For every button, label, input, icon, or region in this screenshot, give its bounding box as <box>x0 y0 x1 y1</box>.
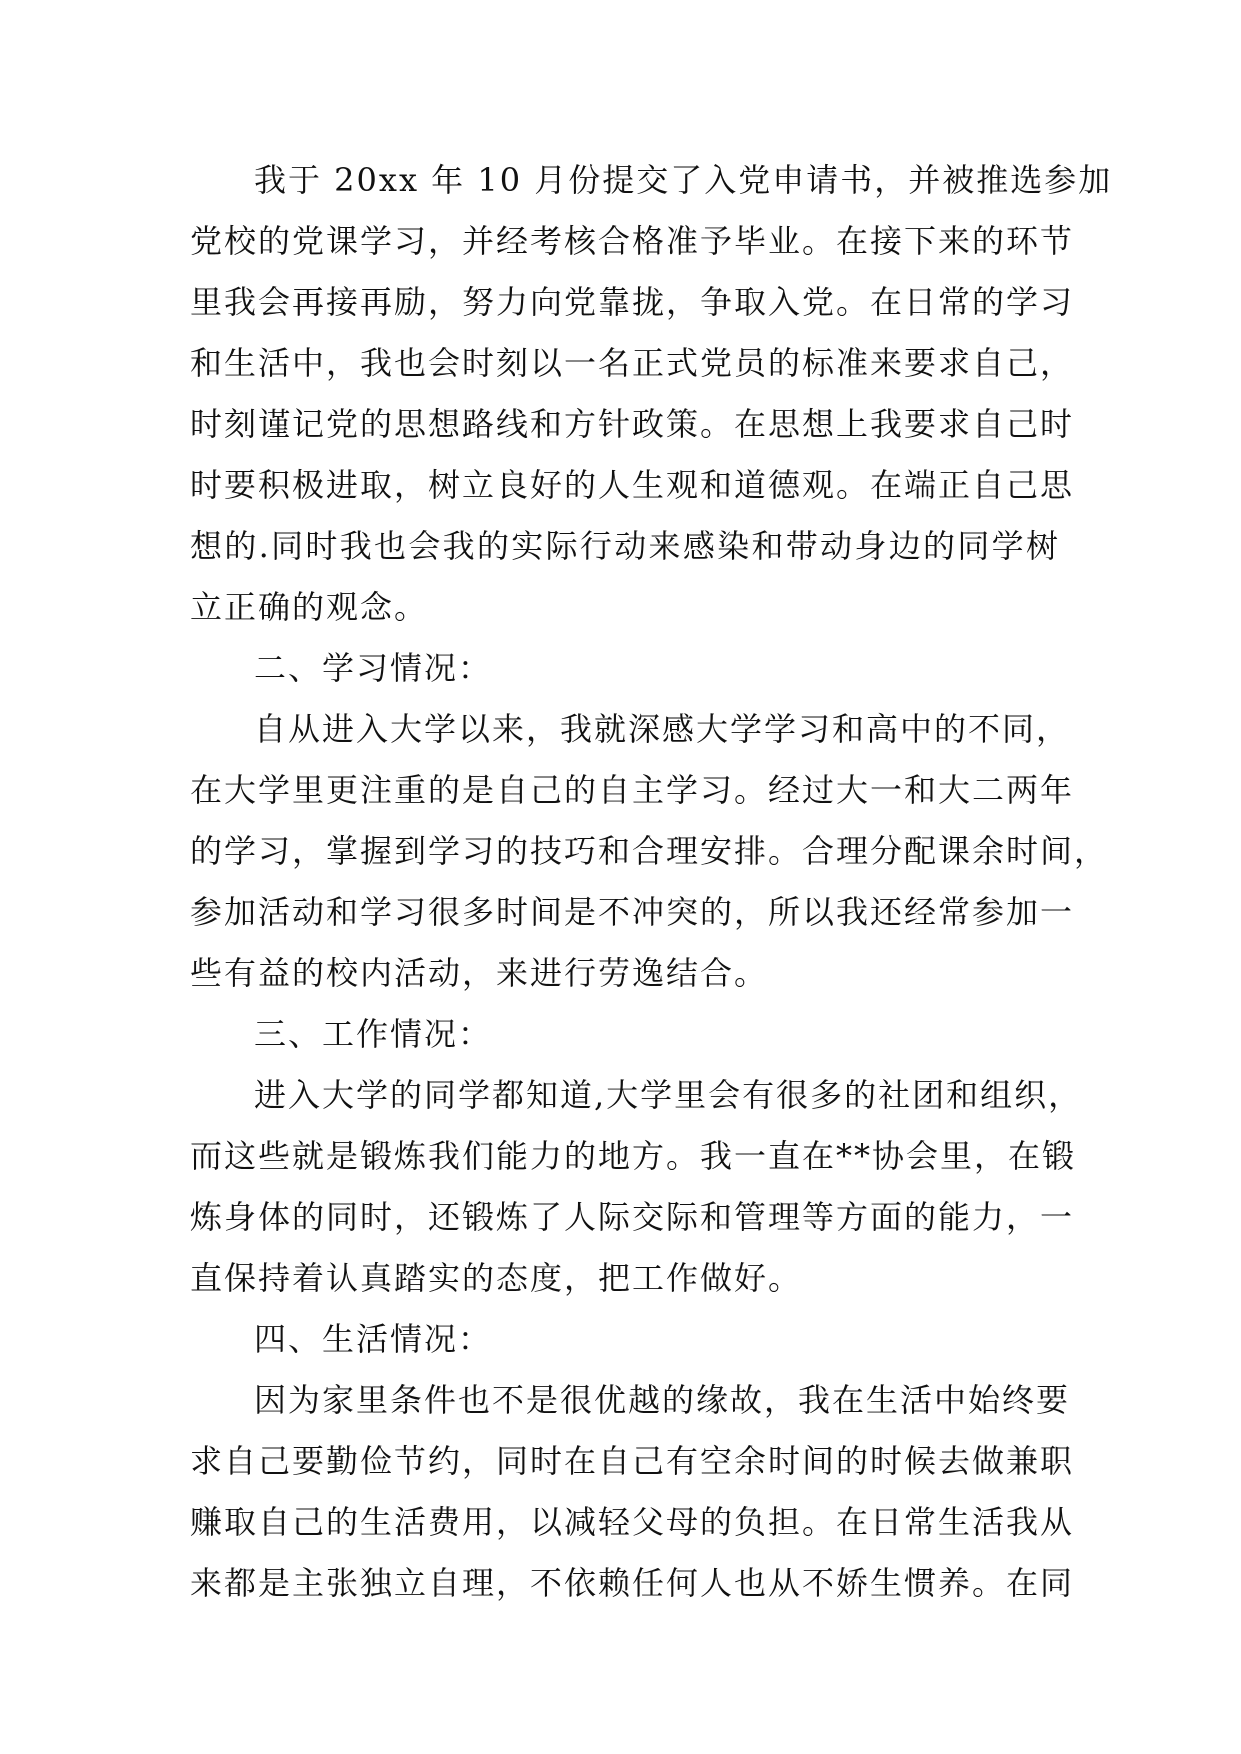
paragraph-line: 在大学里更注重的是自己的自主学习。经过大一和大二两年 <box>190 771 1075 809</box>
paragraph-line: 炼身体的同时，还锻炼了人际交际和管理等方面的能力，一 <box>190 1198 1075 1236</box>
paragraph-line: 求自己要勤俭节约，同时在自己有空余时间的时候去做兼职 <box>190 1442 1075 1480</box>
section-heading-life: 四、生活情况： <box>254 1320 493 1358</box>
paragraph-line: 直保持着认真踏实的态度，把工作做好。 <box>190 1259 803 1297</box>
paragraph-line: 党校的党课学习，并经考核合格准予毕业。在接下来的环节 <box>190 222 1075 260</box>
paragraph-line: 和生活中，我也会时刻以一名正式党员的标准来要求自己， <box>190 344 1075 382</box>
paragraph-line: 想的.同时我也会我的实际行动来感染和带动身边的同学树 <box>190 527 1060 565</box>
paragraph-line: 进入大学的同学都知道,大学里会有很多的社团和组织， <box>254 1076 1083 1114</box>
paragraph-line: 些有益的校内活动，来进行劳逸结合。 <box>190 954 769 992</box>
paragraph-line: 参加活动和学习很多时间是不冲突的，所以我还经常参加一 <box>190 893 1075 931</box>
section-heading-work: 三、工作情况： <box>254 1015 493 1053</box>
paragraph-line: 来都是主张独立自理，不依赖任何人也从不娇生惯养。在同 <box>190 1564 1075 1602</box>
paragraph-line: 里我会再接再励，努力向党靠拢，争取入党。在日常的学习 <box>190 283 1075 321</box>
paragraph-study <box>190 699 1109 1004</box>
paragraph-membership <box>190 150 1113 638</box>
paragraph-line: 我于 20xx 年 10 月份提交了入党申请书，并被推选参加 <box>254 161 1113 199</box>
paragraph-line: 立正确的观念。 <box>190 588 429 626</box>
paragraph-line: 自从进入大学以来，我就深感大学学习和高中的不同， <box>254 710 1071 748</box>
paragraph-line: 时要积极进取，树立良好的人生观和道德观。在端正自己思 <box>190 466 1075 504</box>
document-body <box>190 150 1113 1614</box>
paragraph-life <box>190 1370 1075 1614</box>
paragraph-line: 因为家里条件也不是很优越的缘故，我在生活中始终要 <box>254 1381 1071 1419</box>
paragraph-line: 的学习，掌握到学习的技巧和合理安排。合理分配课余时间， <box>190 832 1109 870</box>
paragraph-work <box>190 1065 1083 1309</box>
paragraph-line: 时刻谨记党的思想路线和方针政策。在思想上我要求自己时 <box>190 405 1075 443</box>
section-heading-study: 二、学习情况： <box>254 649 493 687</box>
paragraph-line: 而这些就是锻炼我们能力的地方。我一直在**协会里，在锻 <box>190 1137 1077 1175</box>
paragraph-line: 赚取自己的生活费用，以减轻父母的负担。在日常生活我从 <box>190 1503 1075 1541</box>
